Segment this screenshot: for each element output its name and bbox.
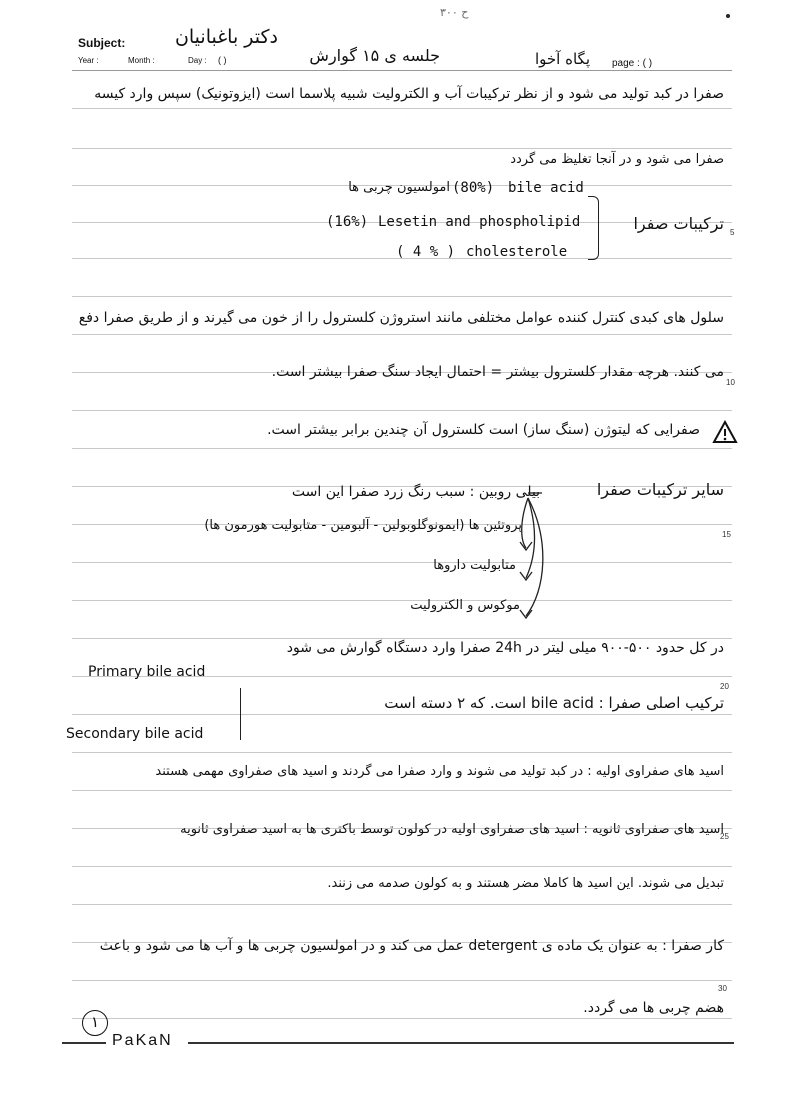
footer-brand: PaKaN bbox=[112, 1032, 173, 1049]
primary-bile-acid: Primary bile acid bbox=[88, 664, 206, 680]
text-line: صفرایی که لیتوژن (سنگ ساز) است کلسترول آن چندین برابر بیشتر است. bbox=[267, 422, 700, 438]
page-number: ۱ bbox=[90, 1013, 100, 1031]
text-line: اسید های صفراوی اولیه : در کبد تولید می شوند و وارد صفرا می گردند و اسید های صفراوی مهمی هستند bbox=[155, 764, 724, 779]
page-label: page : ( ) bbox=[612, 58, 653, 69]
other-bilirubin: بیلی روبین : سبب رنگ زرد صفرا این است bbox=[291, 484, 540, 500]
day-paren: ( ) bbox=[218, 55, 227, 65]
text-line: سلول های کبدی کنترل کننده عوامل مختلفی مانند استروژن کلسترول را از خون می گیرند و از طریق صفرا دفع bbox=[78, 310, 724, 326]
other-drugs: متابولیت داروها bbox=[433, 558, 516, 573]
composition-item: Lesetin and phospholipid bbox=[378, 214, 581, 230]
secondary-bile-acid: Secondary bile acid bbox=[66, 726, 204, 742]
line-number: 30 bbox=[718, 984, 727, 993]
session-title: جلسه ی ۱۵ گوارش bbox=[309, 46, 440, 65]
subject-value: دکتر باغبانیان bbox=[174, 26, 278, 48]
text-line: می کنند. هرچه مقدار کلسترول بیشتر = احتمال ایجاد سنگ صفرا بیشتر است. bbox=[271, 364, 724, 380]
composition-item: cholesterole bbox=[466, 244, 568, 260]
composition-pct: (80%) bbox=[452, 180, 495, 196]
text-line: اسید های صفراوی ثانویه : اسید های صفراوی اولیه در کولون توسط باکتری ها به اسید صفراوی ثانویه bbox=[180, 822, 724, 837]
composition-item: bile acid bbox=[508, 180, 584, 196]
composition-note: امولسیون چربی ها bbox=[348, 180, 450, 195]
month-label: Month : bbox=[128, 56, 155, 65]
corner-mark: ٣۰۰ ح bbox=[440, 6, 469, 19]
line-number: 20 bbox=[720, 682, 729, 691]
other-main: سایر ترکیبات صفرا bbox=[596, 480, 724, 499]
composition-pct: ( 4 % ) bbox=[396, 244, 456, 260]
other-mucus: موکوس و الکترولیت bbox=[410, 598, 520, 613]
line-number: 10 bbox=[726, 378, 735, 387]
text-line: صفرا می شود و در آنجا تغلیظ می گردد bbox=[510, 152, 724, 167]
composition-label: ترکیبات صفرا bbox=[633, 214, 724, 233]
text-line: صفرا در کبد تولید می شود و از نظر ترکیبات آب و الکترولیت شبیه پلاسما است (ایزوتونیک) سپس وارد کیسه bbox=[94, 86, 724, 102]
text-line: هضم چربی ها می گردد. bbox=[583, 1000, 724, 1016]
line-number: 15 bbox=[722, 530, 731, 539]
bile-acid-bracket bbox=[240, 688, 241, 740]
year-label: Year : bbox=[78, 56, 99, 65]
subject-label: Subject: bbox=[78, 36, 126, 50]
day-label: Day : bbox=[188, 56, 207, 65]
footer-rule-left bbox=[62, 1042, 106, 1044]
line-number: 25 bbox=[720, 832, 729, 841]
author-name: پگاه آخوا bbox=[534, 50, 590, 68]
text-line: تبدیل می شوند. این اسید ها کاملا مضر هستند و به کولون صدمه می زنند. bbox=[327, 876, 724, 891]
bile-acid-main: ترکیب اصلی صفرا : bile acid است. که ۲ دسته است bbox=[384, 694, 724, 712]
footer-rule-right bbox=[188, 1042, 734, 1044]
line-number: 5 bbox=[730, 228, 735, 237]
other-proteins: پروتئین ها (ایمونوگلوبولین - آلبومین - متابولیت هورمون ها) bbox=[204, 518, 522, 533]
text-line: در کل حدود ۵۰۰-۹۰۰ میلی لیتر در 24h صفرا وارد دستگاه گوارش می شود bbox=[286, 640, 724, 656]
text-line: کار صفرا : به عنوان یک ماده ی detergent عمل می کند و در امولسیون چربی ها و آب ها می شود و باعث bbox=[99, 938, 724, 954]
composition-pct: (16%) bbox=[326, 214, 369, 230]
